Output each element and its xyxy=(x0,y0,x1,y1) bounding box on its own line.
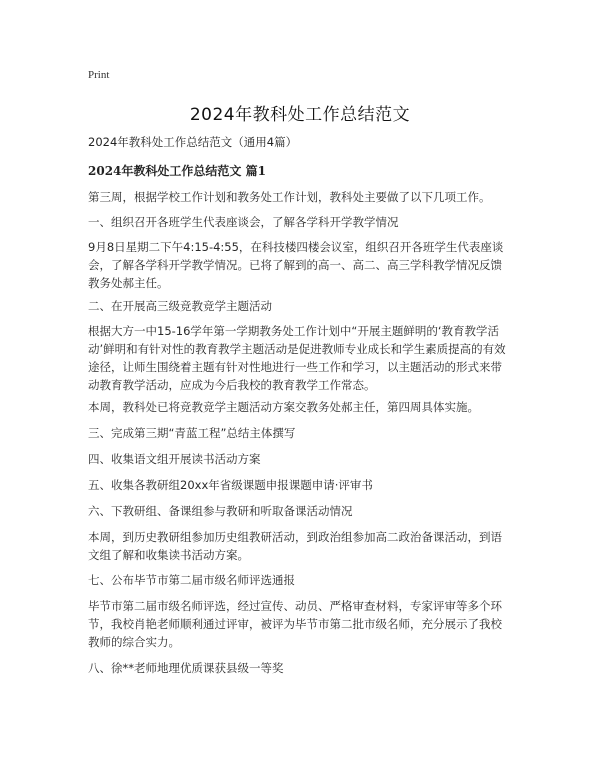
heading-item-6: 六、下教研组、备课组参与教研和听取备课活动情况 xyxy=(88,504,353,518)
heading-item-5: 五、收集各教研组20xx年省级课题申报课题申请·评审书 xyxy=(88,478,373,492)
heading-item-8: 八、徐**老师地理优质课获县级一等奖 xyxy=(88,661,284,675)
heading-item-3: 三、完成第三期“青蓝工程”总结主体撰写 xyxy=(88,426,296,440)
heading-item-2: 二、在开展高三级竞教竞学主题活动 xyxy=(88,299,272,313)
heading-item-7: 七、公布毕节市第二届市级名师评选通报 xyxy=(88,573,295,587)
paragraph-item-2b: 本周，教科处已将竞教竞学主题活动方案交教务处郝主任，第四周具体实施。 xyxy=(88,400,479,414)
paragraph-item-2: 根据大方一中15-16学年第一学期教务处工作计划中“开展主题鲜明的‘教育教学活动’鲜明和有针对性的教育教学主题活动是促进教师专业成长和学生素质提高的有效途径，让师生围绕着主题有针对性地进行一些工作和学习，以主题活动的形式来带动教育教学活动，应成为今后我校的教育教学工作常态。 xyxy=(88,324,506,392)
print-link[interactable]: Print xyxy=(88,69,110,81)
paragraph-item-1: 9月8日星期二下午4:15-4:55，在科技楼四楼会议室，组织召开各班学生代表座谈会，了解各学科开学教学情况。已将了解到的高一、高二、高三学科教学情况反馈教务处郝主任。 xyxy=(88,240,504,290)
paragraph-intro: 第三周，根据学校工作计划和教务处工作计划，教科处主要做了以下几项工作。 xyxy=(88,190,491,204)
heading-item-4: 四、收集语文组开展读书活动方案 xyxy=(88,452,261,466)
paragraph-item-7: 毕节市第二届市级名师评选，经过宣传、动员、严格审查材料，专家评审等多个环节，我校肖艳老师顺利通过评审，被评为毕节市第二批市级名师，充分展示了我校教师的综合实力。 xyxy=(88,599,502,649)
section-title: 2024年教科处工作总结范文 篇1 xyxy=(88,164,266,178)
document-title: 2024年教科处工作总结范文 xyxy=(189,105,411,125)
heading-item-1: 一、组织召开各班学生代表座谈会，了解各学科开学教学情况 xyxy=(88,215,399,229)
paragraph-item-6: 本周，到历史教研组参加历史组教研活动，到政治组参加高二政治备课活动，到语文组了解和收集读书活动方案。 xyxy=(88,530,502,562)
document-subtitle: 2024年教科处工作总结范文（通用4篇） xyxy=(88,135,298,149)
